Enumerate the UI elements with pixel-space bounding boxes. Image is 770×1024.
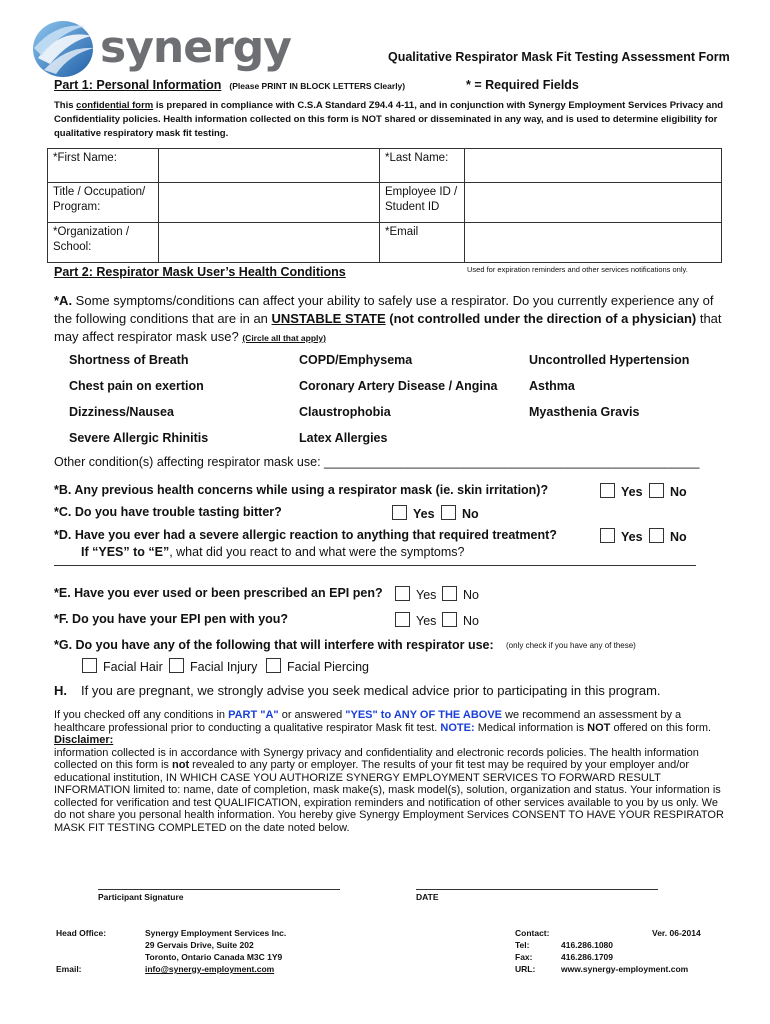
qe-no-checkbox[interactable]	[442, 586, 457, 601]
organization-field[interactable]	[159, 223, 380, 263]
qf-yes-checkbox[interactable]	[395, 612, 410, 627]
condition-item[interactable]: Latex Allergies	[299, 431, 388, 445]
condition-item[interactable]: Dizziness/Nausea	[69, 405, 174, 419]
qa-circle-note: (Circle all that apply)	[242, 333, 326, 343]
tel-value: 416.286.1080	[561, 940, 613, 950]
form-title: Qualitative Respirator Mask Fit Testing Assessment Form	[388, 50, 730, 64]
question-g: *G. Do you have any of the following that will interfere with respirator use:	[54, 638, 494, 652]
facial-piercing-option[interactable]	[266, 658, 369, 674]
qf-no-option[interactable]	[442, 612, 479, 628]
recommendation-disclaimer	[54, 709, 724, 834]
condition-item[interactable]: Shortness of Breath	[69, 353, 189, 367]
last-name-label: *Last Name:	[380, 149, 465, 183]
disclaimer-heading: Disclaimer:	[54, 734, 114, 746]
title-occupation-label: Title / Occupation/ Program:	[48, 183, 159, 223]
qc-no-option[interactable]	[441, 505, 479, 521]
condition-item[interactable]: Asthma	[529, 379, 575, 393]
rec-text-5: offered on this form.	[610, 721, 712, 734]
fax-value: 416.286.1709	[561, 952, 613, 962]
email-field[interactable]	[465, 223, 722, 263]
qc-yes-label: Yes	[413, 507, 435, 521]
qd-followup	[81, 545, 465, 559]
part1-print-note: (Please PRINT IN BLOCK LETTERS Clearly)	[229, 81, 406, 91]
url-label: URL:	[515, 964, 536, 974]
facial-hair-option[interactable]	[82, 658, 163, 674]
date-line[interactable]	[416, 889, 658, 890]
qe-yes-label: Yes	[416, 588, 437, 602]
first-name-label: *First Name:	[48, 149, 159, 183]
head-office-label: Head Office:	[56, 928, 107, 938]
synergy-logo-icon	[30, 18, 96, 80]
qe-no-option[interactable]	[442, 586, 479, 602]
title-occupation-field[interactable]	[159, 183, 380, 223]
url-value[interactable]: www.synergy-employment.com	[561, 964, 689, 974]
condition-item[interactable]: Myasthenia Gravis	[529, 405, 640, 419]
company-email-link[interactable]: info@synergy-employment.com	[145, 964, 275, 974]
company-city: Toronto, Ontario Canada M3C 1Y9	[145, 952, 283, 962]
rec-text-3: we recommend an assessment by a healthcare professional prior to conducting a qualitative respirator Mask fit test.	[54, 709, 682, 734]
qd-followup-text: , what did you react to and what were the symptoms?	[169, 545, 465, 559]
condition-item[interactable]: Coronary Artery Disease / Angina	[299, 379, 498, 393]
qa-text-1: Some symptoms/conditions can affect your ability to safely use a respirator. Do you currently experience any of the following conditions that are in an	[54, 293, 714, 326]
question-e: *E. Have you ever used or been prescribed an EPI pen?	[54, 586, 383, 600]
qf-yes-option[interactable]	[395, 612, 436, 628]
participant-signature-label: Participant Signature	[98, 892, 184, 902]
part2-title: Part 2: Respirator Mask User’s Health Conditions	[54, 265, 346, 279]
qg-note: (only check if you have any of these)	[506, 641, 636, 650]
qh-text: If you are pregnant, we strongly advise you seek medical advice prior to participating in this program.	[81, 683, 661, 698]
disclaimer-text-2: revealed to any party or employer. The results of your fit test may be required by your employer and/or educational institution, IN WHICH CASE YOU AUTHORIZE SYNERGY EMPLOYMENT SERVICES TO FORWARD RESULT INFORMATION limited to: name, date of completion, mask make(s), mask model(s), solution, organization and status. Your information is collected for verification and test QUALIFICATION, expiration reminders and notification of other services available to you by us only. We do not share you personal health information. You hereby give Synergy Employment Services CONSENT TO HAVE YOUR RESPIRATOR MASK FIT TESTING COMPLETED on the date noted below.	[54, 759, 724, 834]
email-usage-note: Used for expiration reminders and other services notifications only.	[467, 265, 688, 274]
company-address	[145, 927, 286, 975]
first-name-field[interactable]	[159, 149, 380, 183]
condition-item[interactable]: Uncontrolled Hypertension	[529, 353, 690, 367]
qb-no-label: No	[670, 485, 687, 499]
required-fields-note: * = Required Fields	[466, 78, 579, 92]
facial-injury-label: Facial Injury	[190, 660, 258, 674]
symptoms-answer-line[interactable]	[54, 565, 696, 566]
qd-yes-option[interactable]	[600, 528, 643, 544]
rec-yes-above: "YES" to ANY OF THE ABOVE	[345, 709, 503, 721]
tel-label: Tel:	[515, 940, 530, 950]
other-conditions-line[interactable]: Other condition(s) affecting respirator mask use: ______________________________________________________	[54, 455, 700, 469]
date-label: DATE	[416, 892, 439, 902]
qf-no-checkbox[interactable]	[442, 612, 457, 627]
part2-heading	[54, 265, 346, 279]
rec-not: NOT	[587, 721, 611, 734]
condition-item[interactable]: Chest pain on exertion	[69, 379, 204, 393]
question-a	[54, 292, 724, 347]
intro-confidential-form: confidential form	[76, 100, 154, 111]
qa-unstable: UNSTABLE STATE	[271, 311, 386, 326]
qe-yes-option[interactable]	[395, 586, 436, 602]
employee-id-label: Employee ID / Student ID	[380, 183, 465, 223]
qe-no-label: No	[463, 588, 479, 602]
fax-label: Fax:	[515, 952, 533, 962]
version-label: Ver. 06-2014	[652, 928, 701, 938]
qb-no-option[interactable]	[649, 483, 687, 499]
disclaimer-not: not	[172, 759, 190, 771]
company-name: Synergy Employment Services Inc.	[145, 928, 287, 938]
synergy-logo-text: synergy	[100, 22, 291, 73]
question-b: *B. Any previous health concerns while using a respirator mask (ie. skin irritation)?	[54, 483, 549, 497]
qb-yes-label: Yes	[621, 485, 643, 499]
organization-label: *Organization / School:	[48, 223, 159, 263]
rec-note-label: NOTE:	[440, 721, 475, 734]
condition-item[interactable]: Claustrophobia	[299, 405, 391, 419]
employee-id-field[interactable]	[465, 183, 722, 223]
qd-yes-checkbox[interactable]	[600, 528, 615, 543]
qb-no-checkbox[interactable]	[649, 483, 664, 498]
qa-text-2: that may affect respirator mask use?	[54, 311, 722, 344]
question-d: *D. Have you ever had a severe allergic reaction to anything that required treatment?	[54, 528, 557, 542]
contact-labels	[515, 927, 549, 975]
facial-hair-checkbox[interactable]	[82, 658, 97, 673]
contact-values	[561, 939, 688, 975]
rec-text-1: If you checked off any conditions in	[54, 709, 229, 721]
facial-injury-checkbox[interactable]	[169, 658, 184, 673]
facial-hair-label: Facial Hair	[103, 660, 163, 674]
facial-injury-option[interactable]	[169, 658, 257, 674]
rec-text-4: Medical information is	[474, 721, 588, 734]
qf-no-label: No	[463, 614, 479, 628]
qh-label: H.	[54, 683, 67, 698]
company-street: 29 Gervais Drive, Suite 202	[145, 940, 254, 950]
last-name-field[interactable]	[465, 149, 722, 183]
qf-yes-label: Yes	[416, 614, 437, 628]
qd-no-checkbox[interactable]	[649, 528, 664, 543]
disclaimer-text-1: information collected is in accordance with Synergy privacy and confidentiality and electronic records policies. The health information collected on this form is	[54, 746, 699, 771]
qb-yes-option[interactable]	[600, 483, 643, 499]
question-h	[54, 683, 661, 698]
condition-item[interactable]: COPD/Emphysema	[299, 353, 413, 367]
email-label: *Email	[380, 223, 465, 263]
qd-no-option[interactable]	[649, 528, 687, 544]
qc-yes-option[interactable]	[392, 505, 435, 521]
participant-signature-line[interactable]	[98, 889, 340, 890]
part1-heading	[54, 78, 405, 92]
facial-piercing-checkbox[interactable]	[266, 658, 281, 673]
question-f: *F. Do you have your EPI pen with you?	[54, 612, 289, 626]
qe-yes-checkbox[interactable]	[395, 586, 410, 601]
personal-info-table	[47, 148, 722, 263]
part1-title: Part 1: Personal Information	[54, 78, 222, 92]
qd-followup-bold: If “YES” to “E”	[81, 545, 170, 559]
qc-no-label: No	[462, 507, 479, 521]
contact-label: Contact:	[515, 928, 550, 938]
qa-bold: (not controlled under the direction of a physician)	[385, 311, 697, 326]
qc-yes-checkbox[interactable]	[392, 505, 407, 520]
qd-yes-label: Yes	[621, 530, 643, 544]
qc-no-checkbox[interactable]	[441, 505, 456, 520]
facial-piercing-label: Facial Piercing	[287, 660, 369, 674]
condition-item[interactable]: Severe Allergic Rhinitis	[69, 431, 209, 445]
intro-prefix: This	[54, 100, 77, 111]
question-c: *C. Do you have trouble tasting bitter?	[54, 505, 282, 519]
email-footer-label: Email:	[56, 964, 82, 974]
confidentiality-intro	[54, 99, 724, 141]
qb-yes-checkbox[interactable]	[600, 483, 615, 498]
rec-text-2: or answered	[278, 709, 346, 721]
qa-label: *A.	[54, 293, 73, 308]
qd-no-label: No	[670, 530, 687, 544]
intro-rest: is prepared in compliance with C.S.A Standard Z94.4 4-11, and in conjunction with Synergy Employment Services Privacy and Confidentiality policies. Health information collected on this form is NOT shared or disseminated in any way, and is used to determine eligibility for qualitative respiratory mask fit testing.	[54, 100, 724, 139]
rec-part-a: PART "A"	[228, 709, 279, 721]
